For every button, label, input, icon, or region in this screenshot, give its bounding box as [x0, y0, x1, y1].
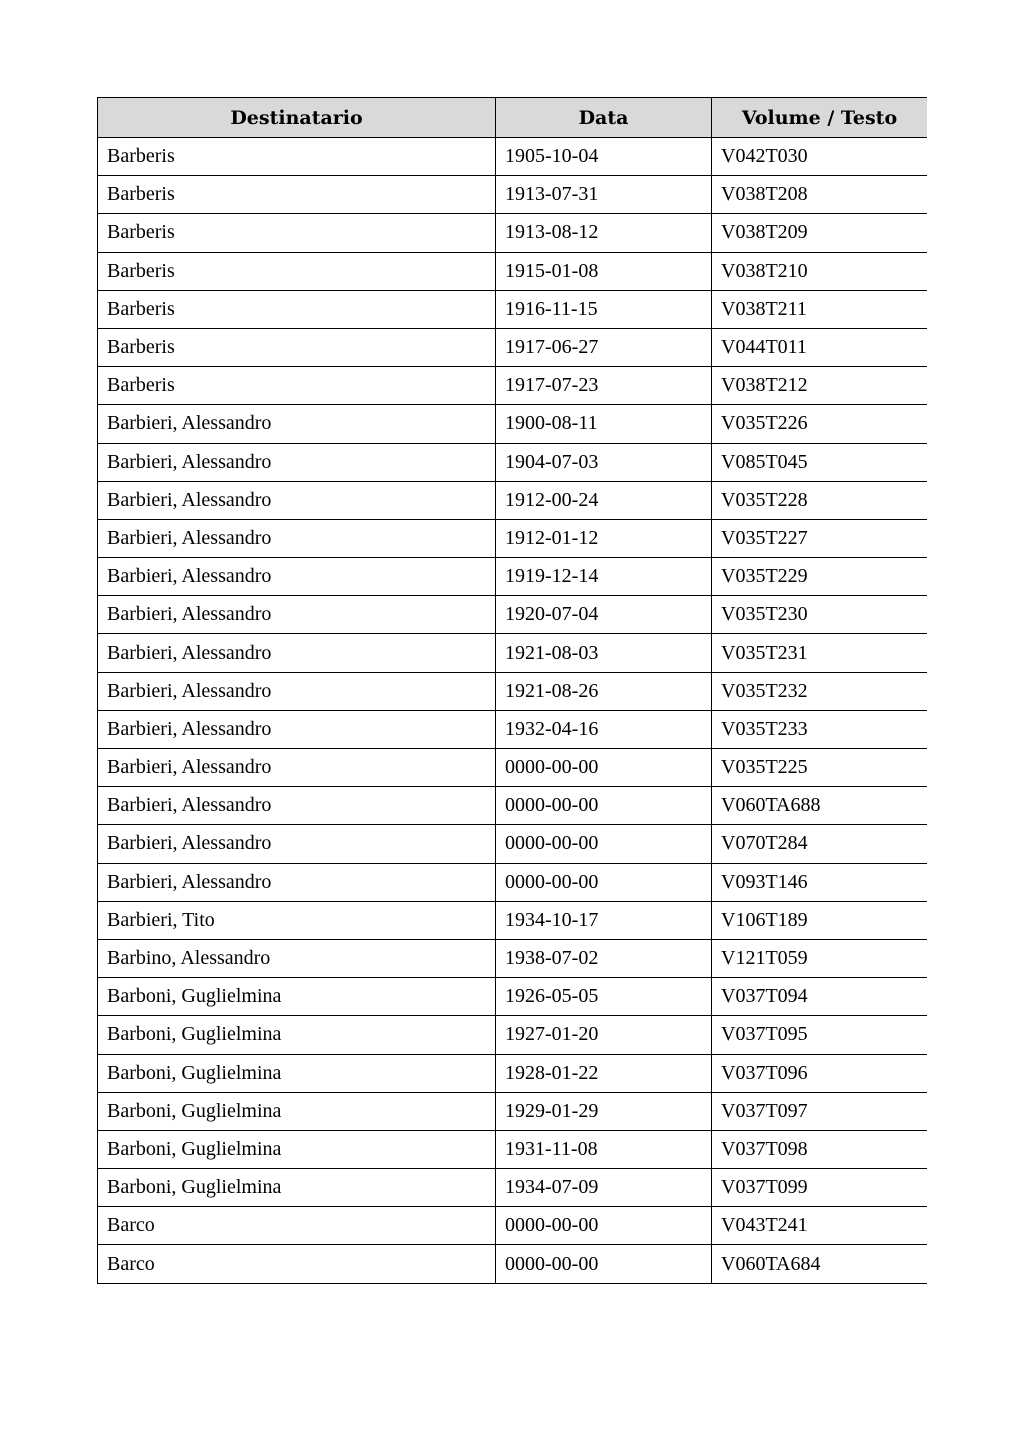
- volume-text-cell: V035T230: [712, 596, 928, 634]
- volume-text-cell: V035T228: [712, 481, 928, 519]
- volume-text-cell: V035T233: [712, 710, 928, 748]
- table-row: [98, 214, 928, 252]
- recipient-cell: Barbieri, Alessandro: [98, 787, 496, 825]
- recipient-cell: Barbino, Alessandro: [98, 939, 496, 977]
- date-cell: 1919-12-14: [496, 558, 712, 596]
- table-row: [98, 863, 928, 901]
- volume-text-cell: V035T227: [712, 519, 928, 557]
- volume-text-cell: V060TA684: [712, 1245, 928, 1283]
- table-row: [98, 634, 928, 672]
- table-row: [98, 978, 928, 1016]
- volume-text-cell: V035T229: [712, 558, 928, 596]
- volume-text-cell: V035T231: [712, 634, 928, 672]
- letters-table-container: [97, 97, 927, 1312]
- date-cell: 1900-08-11: [496, 405, 712, 443]
- table-body: [98, 138, 928, 1284]
- recipient-cell: Barbieri, Alessandro: [98, 863, 496, 901]
- volume-text-cell: V037T098: [712, 1130, 928, 1168]
- date-cell: 1927-01-20: [496, 1016, 712, 1054]
- date-cell: 1931-11-08: [496, 1130, 712, 1168]
- date-cell: 1921-08-26: [496, 672, 712, 710]
- volume-text-cell: V037T096: [712, 1054, 928, 1092]
- volume-text-cell: V037T095: [712, 1016, 928, 1054]
- volume-text-cell: V038T209: [712, 214, 928, 252]
- date-cell: 0000-00-00: [496, 825, 712, 863]
- table-row: [98, 405, 928, 443]
- volume-text-cell: V038T212: [712, 367, 928, 405]
- table-row: [98, 481, 928, 519]
- recipient-cell: Barboni, Guglielmina: [98, 978, 496, 1016]
- recipient-cell: Barberis: [98, 214, 496, 252]
- column-header-data: Data: [496, 98, 712, 138]
- recipient-cell: Barbieri, Alessandro: [98, 596, 496, 634]
- recipient-cell: Barberis: [98, 252, 496, 290]
- table-row: [98, 1169, 928, 1207]
- table-row: [98, 672, 928, 710]
- table-row: [98, 138, 928, 176]
- table-row: [98, 787, 928, 825]
- date-cell: 1920-07-04: [496, 596, 712, 634]
- recipient-cell: Barberis: [98, 290, 496, 328]
- volume-text-cell: V043T241: [712, 1207, 928, 1245]
- volume-text-cell: V121T059: [712, 939, 928, 977]
- column-header-volume-testo: Volume / Testo: [712, 98, 928, 138]
- recipient-cell: Barberis: [98, 176, 496, 214]
- table-row: [98, 1207, 928, 1245]
- date-cell: 1912-00-24: [496, 481, 712, 519]
- recipient-cell: Barbieri, Alessandro: [98, 749, 496, 787]
- table-row: [98, 939, 928, 977]
- table-row: [98, 1016, 928, 1054]
- volume-text-cell: V085T045: [712, 443, 928, 481]
- date-cell: 1921-08-03: [496, 634, 712, 672]
- recipient-cell: Barboni, Guglielmina: [98, 1092, 496, 1130]
- date-cell: 1926-05-05: [496, 978, 712, 1016]
- table-row: [98, 252, 928, 290]
- date-cell: 1904-07-03: [496, 443, 712, 481]
- recipient-cell: Barboni, Guglielmina: [98, 1130, 496, 1168]
- header-row: [98, 98, 928, 138]
- date-cell: 1917-06-27: [496, 328, 712, 366]
- date-cell: 1912-01-12: [496, 519, 712, 557]
- date-cell: 1913-08-12: [496, 214, 712, 252]
- date-cell: 1916-11-15: [496, 290, 712, 328]
- table-row: [98, 1245, 928, 1283]
- recipient-cell: Barboni, Guglielmina: [98, 1016, 496, 1054]
- date-cell: 0000-00-00: [496, 1207, 712, 1245]
- recipient-cell: Barbieri, Alessandro: [98, 519, 496, 557]
- recipient-cell: Barco: [98, 1207, 496, 1245]
- recipient-cell: Barboni, Guglielmina: [98, 1054, 496, 1092]
- date-cell: 1915-01-08: [496, 252, 712, 290]
- date-cell: 0000-00-00: [496, 863, 712, 901]
- volume-text-cell: V038T208: [712, 176, 928, 214]
- date-cell: 1938-07-02: [496, 939, 712, 977]
- date-cell: 1905-10-04: [496, 138, 712, 176]
- table-row: [98, 901, 928, 939]
- table-row: [98, 519, 928, 557]
- volume-text-cell: V035T226: [712, 405, 928, 443]
- recipient-cell: Barbieri, Alessandro: [98, 443, 496, 481]
- volume-text-cell: V038T210: [712, 252, 928, 290]
- table-header: [98, 98, 928, 138]
- recipient-cell: Barbieri, Alessandro: [98, 405, 496, 443]
- table-row: [98, 367, 928, 405]
- table-row: [98, 558, 928, 596]
- volume-text-cell: V093T146: [712, 863, 928, 901]
- date-cell: 0000-00-00: [496, 787, 712, 825]
- date-cell: 1932-04-16: [496, 710, 712, 748]
- date-cell: 1913-07-31: [496, 176, 712, 214]
- table-row: [98, 328, 928, 366]
- recipient-cell: Barboni, Guglielmina: [98, 1169, 496, 1207]
- date-cell: 1934-07-09: [496, 1169, 712, 1207]
- volume-text-cell: V060TA688: [712, 787, 928, 825]
- table-row: [98, 176, 928, 214]
- recipient-cell: Barberis: [98, 138, 496, 176]
- volume-text-cell: V070T284: [712, 825, 928, 863]
- date-cell: 0000-00-00: [496, 749, 712, 787]
- volume-text-cell: V106T189: [712, 901, 928, 939]
- table-row: [98, 596, 928, 634]
- date-cell: 1928-01-22: [496, 1054, 712, 1092]
- volume-text-cell: V037T094: [712, 978, 928, 1016]
- recipient-cell: Barbieri, Alessandro: [98, 634, 496, 672]
- recipient-cell: Barbieri, Alessandro: [98, 558, 496, 596]
- table-row: [98, 825, 928, 863]
- table-row: [98, 1092, 928, 1130]
- recipient-cell: Barbieri, Alessandro: [98, 672, 496, 710]
- volume-text-cell: V044T011: [712, 328, 928, 366]
- recipient-cell: Barbieri, Alessandro: [98, 825, 496, 863]
- recipient-cell: Barberis: [98, 328, 496, 366]
- recipient-cell: Barberis: [98, 367, 496, 405]
- volume-text-cell: V035T225: [712, 749, 928, 787]
- column-header-destinatario: Destinatario: [98, 98, 496, 138]
- recipient-cell: Barbieri, Alessandro: [98, 481, 496, 519]
- date-cell: 1929-01-29: [496, 1092, 712, 1130]
- table-row: [98, 1054, 928, 1092]
- volume-text-cell: V037T099: [712, 1169, 928, 1207]
- table-row: [98, 290, 928, 328]
- letters-table: [97, 97, 927, 1284]
- date-cell: 0000-00-00: [496, 1245, 712, 1283]
- date-cell: 1917-07-23: [496, 367, 712, 405]
- recipient-cell: Barco: [98, 1245, 496, 1283]
- volume-text-cell: V037T097: [712, 1092, 928, 1130]
- volume-text-cell: V035T232: [712, 672, 928, 710]
- volume-text-cell: V038T211: [712, 290, 928, 328]
- table-row: [98, 1130, 928, 1168]
- volume-text-cell: V042T030: [712, 138, 928, 176]
- recipient-cell: Barbieri, Alessandro: [98, 710, 496, 748]
- date-cell: 1934-10-17: [496, 901, 712, 939]
- recipient-cell: Barbieri, Tito: [98, 901, 496, 939]
- table-row: [98, 710, 928, 748]
- table-row: [98, 749, 928, 787]
- table-row: [98, 443, 928, 481]
